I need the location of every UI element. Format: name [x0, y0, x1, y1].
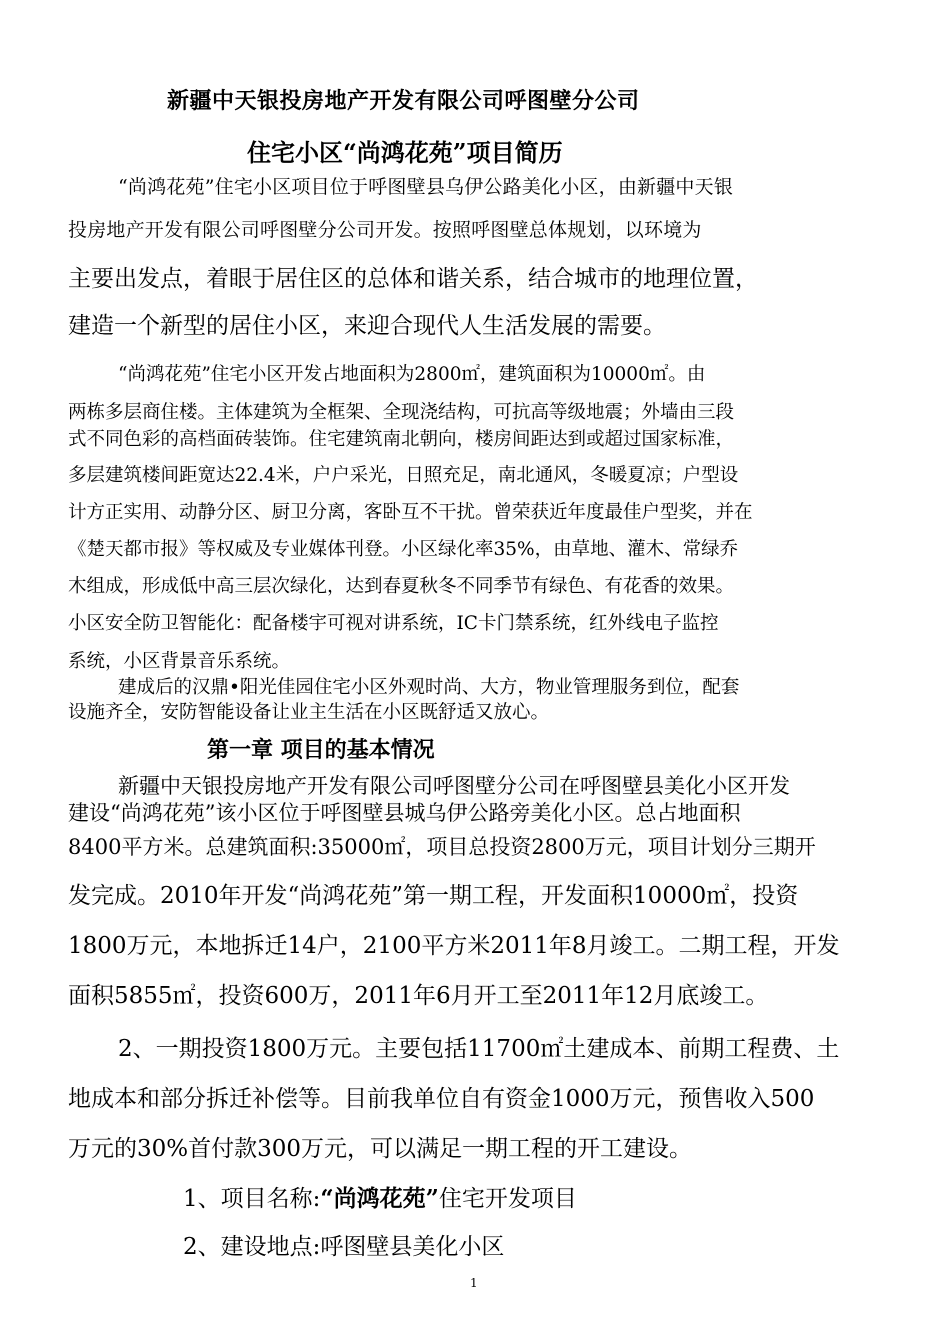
chapter-line-5: 1800万元，本地拆迁14户，2100平方米2011年8月竣工。二期工程，开发: [68, 933, 840, 959]
detail-line-10: 建成后的汉鼎•阳光佳园住宅小区外观时尚、大方，物业管理服务到位，配套: [118, 677, 740, 698]
chapter-line-6: 面积5855㎡，投资600万，2011年6月开工至2011年12月底竣工。: [68, 983, 769, 1009]
detail-line-11: 设施齐全，安防智能设备让业主生活在小区既舒适又放心。: [68, 702, 550, 723]
item-project-name: [183, 1180, 577, 1213]
chapter-line-9: 万元的30%首付款300万元，可以满足一期工程的开工建设。: [68, 1136, 693, 1162]
item-project-name-value: “尚鸿花苑”: [320, 1185, 439, 1212]
detail-line-6: 《楚天都市报》等权威及专业媒体刊登。小区绿化率35%，由草地、灌木、常绿乔: [68, 539, 739, 560]
chapter-line-3: 8400平方米。总建筑面积:35000㎡，项目总投资2800万元，项目计划分三期开: [68, 835, 816, 859]
item-project-name-prefix: 1、项目名称:: [183, 1186, 321, 1212]
detail-line-3: 式不同色彩的高档面砖装饰。住宅建筑南北朝向，楼房间距达到或超过国家标准，: [68, 429, 735, 450]
intro-line-2: 投房地产开发有限公司呼图壁分公司开发。按照呼图壁总体规划，以环境为: [68, 219, 702, 241]
page-number: 1: [470, 1276, 478, 1290]
intro-line-4: 建造一个新型的居住小区，来迎合现代人生活发展的需要。: [68, 313, 666, 339]
item-construction-site: 2、建设地点:呼图壁县美化小区: [183, 1234, 505, 1260]
document-subtitle: 住宅小区“尚鸿花苑”项目简历: [247, 138, 563, 167]
intro-line-3: 主要出发点，着眼于居住区的总体和谐关系，结合城市的地理位置，: [68, 266, 758, 292]
document-title: 新疆中天银投房地产开发有限公司呼图壁分公司: [167, 88, 640, 114]
detail-line-8: 小区安全防卫智能化：配备楼宇可视对讲系统，IC卡门禁系统，红外线电子监控: [68, 613, 719, 634]
item-project-name-suffix: 住宅开发项目: [438, 1186, 577, 1212]
detail-line-9: 系统，小区背景音乐系统。: [68, 651, 291, 672]
chapter-line-4: 发完成。2010年开发“尚鸿花苑”第一期工程，开发面积10000㎡，投资: [68, 883, 799, 909]
chapter-line-7: 2、一期投资1800万元。主要包括11700㎡土建成本、前期工程费、土: [118, 1036, 840, 1062]
chapter-line-2: 建设“尚鸿花苑”该小区位于呼图壁县城乌伊公路旁美化小区。总占地面积: [68, 801, 741, 825]
detail-line-1: “尚鸿花苑”住宅小区开发占地面积为2800㎡，建筑面积为10000㎡。由: [118, 364, 706, 385]
chapter-line-1: 新疆中天银投房地产开发有限公司呼图壁分公司在呼图壁县美化小区开发: [118, 774, 790, 798]
chapter-heading: 第一章 项目的基本情况: [207, 737, 435, 763]
chapter-line-8: 地成本和部分拆迁补偿等。目前我单位自有资金1000万元，预售收入500: [68, 1086, 815, 1112]
detail-line-5: 计方正实用、动静分区、厨卫分离，客卧互不干扰。曾荣获近年度最佳户型奖，并在: [68, 502, 753, 523]
intro-line-1: “尚鸿花苑”住宅小区项目位于呼图壁县乌伊公路美化小区，由新疆中天银: [118, 176, 734, 198]
detail-line-4: 多层建筑楼间距宽达22.4米，户户采光，日照充足，南北通风，冬暖夏凉；户型设: [68, 465, 739, 486]
detail-line-7: 木组成，形成低中高三层次绿化，达到春夏秋冬不同季节有绿色、有花香的效果。: [68, 576, 735, 597]
detail-line-2: 两栋多层商住楼。主体建筑为全框架、全现浇结构，可抗高等级地震；外墙由三段: [68, 402, 735, 423]
